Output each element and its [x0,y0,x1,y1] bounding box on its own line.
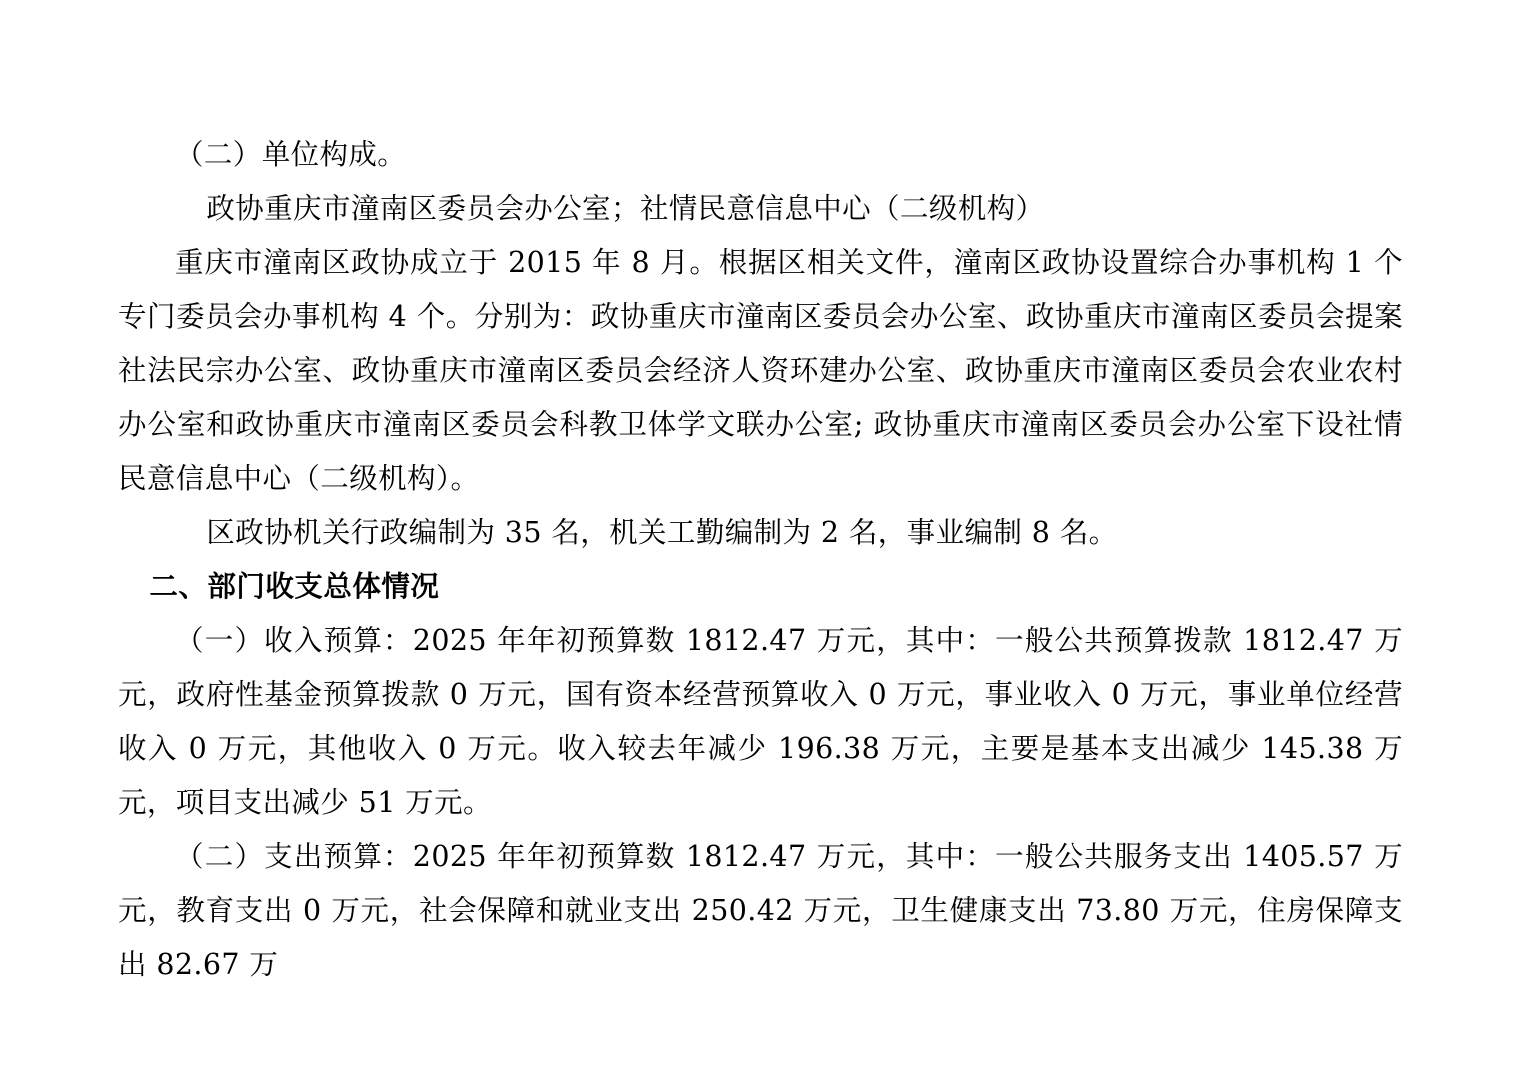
paragraph-income-budget: （一）收入预算：2025 年年初预算数 1812.47 万元，其中：一般公共预算拨款 1812.47 万元，政府性基金预算拨款 0 万元，国有资本经营预算收入 0 万元，事业收入 0 万元，事业单位经营收入 0 万元，其他收入 0 万元。收入较去年减少 196.38 万元，主要是基本支出减少 145.38 万元，项目支出减少 51 万元。 [118,624,1403,819]
paragraph-expenditure-budget: （二）支出预算：2025 年年初预算数 1812.47 万元，其中：一般公共服务支出 1405.57 万元，教育支出 0 万元，社会保障和就业支出 250.42 万元，卫生健康支出 73.80 万元，住房保障支出 82.67 万 [118,840,1403,981]
paragraph-organization-history: 重庆市潼南区政协成立于 2015 年 8 月。根据区相关文件，潼南区政协设置综合办事机构 1 个专门委员会办事机构 4 个。分别为：政协重庆市潼南区委员会办公室、政协重庆市潼南区委员会提案社法民宗办公室、政协重庆市潼南区委员会经济人资环建办公室、政协重庆市潼南区委员会农业农村办公室和政协重庆市潼南区委员会科教卫体学文联办公室; 政协重庆市潼南区委员会办公室下设社情民意信息中心（二级机构）。 [118,246,1403,495]
paragraph-unit-composition-list: 政协重庆市潼南区委员会办公室；社情民意信息中心（二级机构） [206,192,1045,225]
section-heading-department-revenue-expenditure: 二、部门收支总体情况 [149,570,440,603]
document-body [118,128,1403,992]
paragraph-unit-composition-heading: （二）单位构成。 [175,138,407,171]
paragraph-staffing-quota: 区政协机关行政编制为 35 名，机关工勤编制为 2 名，事业编制 8 名。 [206,516,1118,549]
